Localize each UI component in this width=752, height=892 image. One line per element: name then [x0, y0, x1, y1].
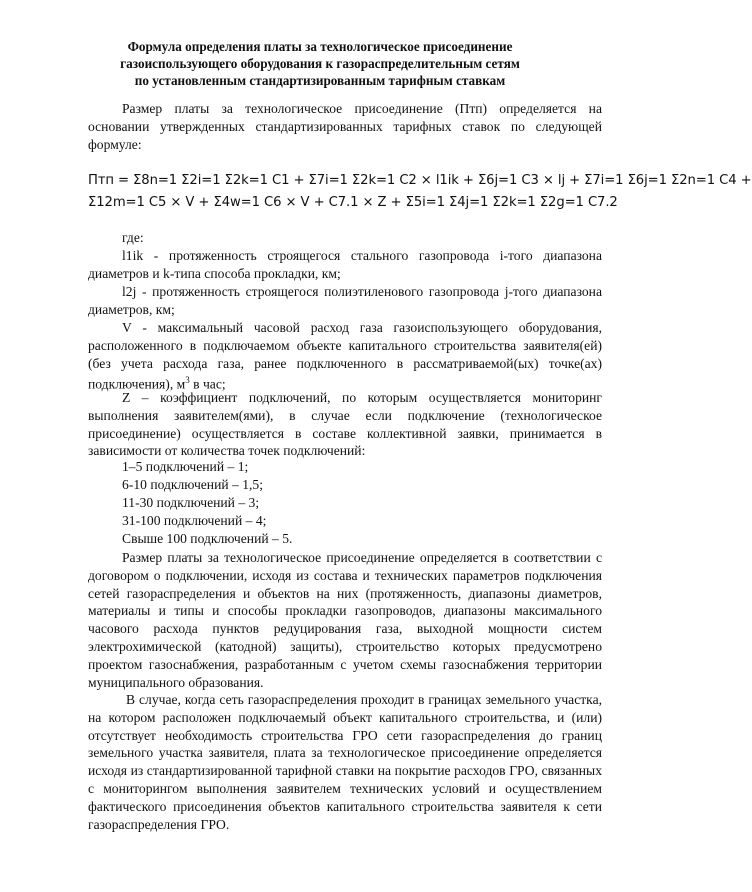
def-v: [88, 319, 602, 394]
title-line-3: по установленным стандартизированным тарифным ставкам: [134, 73, 506, 88]
title-line-1: Формула определения платы за технологическое присоединение: [127, 39, 513, 54]
intro-paragraph: Размер платы за технологическое присоединение (Птп) определяется на основании утвержденных стандартизированных тарифных ставок по следующей формуле:: [88, 101, 602, 152]
size-paragraph: Размер платы за технологическое присоединение определяется в соответствии с договором о подключении, исходя из состава и технических параметров подключения сетей газораспределения и объектов на них (протяженность, диапазоны диаметров, материалы и типы и способы прокладки газопроводов, диапазоны максимального часового расхода пунктов редуцирования газа, выходной мощности систем электрохимической (катодной) защиты), строительство которых предусмотрено проектом газоснабжения, разработанным с учетом схемы газоснабжения территории муниципального образования.: [88, 550, 602, 690]
def-z: Z – коэффициент подключений, по которым осуществляется мониторинг выполнения заявителем(ями), в случае если подключение (технологическое присоединение) осуществляется в составе коллективной заявки, принимается в зависимости от количества точек подключений:: [88, 390, 602, 459]
case-paragraph: В случае, когда сеть газораспределения проходит в границах земельного участка, на котором расположен подключаемый объект капитального строительства, и (или) отсутствует необходимость строительства ГРО сети газораспределения до границ земельного участка заявителя, плата за технологическое присоединение определяется исходя из стандартизированной тарифной ставки на покрытие расходов ГРО, связанных с мониторингом выполнения заявителем технических условий и осуществлением фактического присоединения объектов капитального строительства заявителя к сети газораспределения ГРО.: [88, 692, 602, 832]
document-title: [40, 38, 600, 89]
def-v-tail: в час;: [189, 376, 226, 392]
formula-line-2: Σ12m=1 C5 × V + Σ4w=1 C6 × V + C7.1 × Z + Σ5i=1 Σ4j=1 Σ2k=1 Σ2g=1 C7.2: [88, 195, 618, 210]
title-line-2: газоиспользующего оборудования к газораспределительным сетям: [120, 56, 520, 71]
formula-line-1: Птп = Σ8n=1 Σ2i=1 Σ2k=1 C1 + Σ7i=1 Σ2k=1 C2 × l1ik + Σ6j=1 C3 × lj + Σ7i=1 Σ6j=1 Σ2n=1 C4 +: [88, 173, 752, 188]
where-label: где:: [122, 230, 144, 245]
z-list-item: 6-10 подключений – 1,5;: [122, 477, 263, 492]
def-l1ik: l1ik - протяженность строящегося стального газопровода i-того диапазона диаметров и k-типа способа прокладки, км;: [88, 248, 602, 281]
formula: [88, 170, 752, 214]
z-list-item: 31-100 подключений – 4;: [122, 513, 267, 528]
def-v-text: V - максимальный часовой расход газа газоиспользующего оборудования, расположенного в подключаемом объекте капитального строительства заявителя(ей) (без учета расхода газа, ранее подключенного в рассматриваемой(ых) точке(ах) подключения), м: [88, 320, 602, 392]
def-v-unit-sup: 3: [185, 375, 190, 386]
z-list-item: 1–5 подключений – 1;: [122, 459, 249, 474]
z-list-item: 11-30 подключений – 3;: [122, 495, 260, 510]
z-list-item: Свыше 100 подключений – 5.: [122, 531, 293, 546]
def-lj: l2j - протяженность строящегося полиэтиленового газопровода j-того диапазона диаметров, км;: [88, 284, 602, 317]
